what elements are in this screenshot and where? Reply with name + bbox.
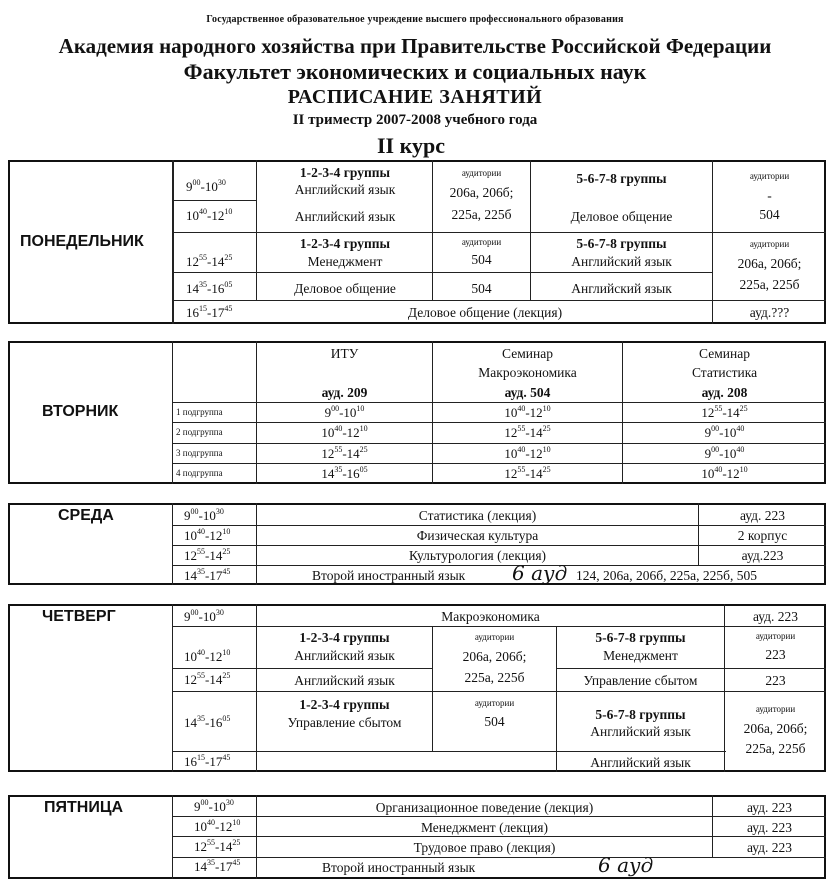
- thu-time-3: $12^{55}-14^{25}$: [184, 671, 231, 687]
- mon-time-4: $14^{35}-16^{05}$: [186, 280, 233, 296]
- tue-r1-c3: $12^{55}-14^{25}$: [701, 404, 748, 420]
- mon-management: Менеджмент: [307, 254, 383, 269]
- fri-subject-1: Организационное поведение (лекция): [375, 800, 594, 815]
- fri-subject-3: Трудовое право (лекция): [413, 840, 556, 855]
- mon-time-3: $12^{55}-14^{25}$: [186, 253, 233, 269]
- mon-aud-label-a: аудитории: [461, 168, 502, 178]
- thu-sales-mgmt-b: Управление сбытом: [287, 715, 402, 730]
- mon-lecture-aud: ауд.???: [749, 305, 790, 320]
- tue-r4-c1: $14^{35}-16^{05}$: [321, 465, 368, 481]
- tue-subgroup-3: 3 подгруппа: [176, 448, 223, 458]
- mon-aud-b: 504: [759, 207, 780, 222]
- thursday-table: [8, 604, 826, 772]
- tue-r2-c2: $12^{55}-14^{25}$: [504, 424, 551, 440]
- tue-subgroup-2: 2 подгруппа: [176, 427, 223, 437]
- mon-time-5: $16^{15}-17^{45}$: [186, 304, 233, 320]
- fri-subject-2: Менеджмент (лекция): [420, 820, 549, 835]
- tue-col3-l1: Семинар: [699, 346, 750, 361]
- thu-aud-r3: 223: [765, 673, 786, 688]
- tue-col2-aud: ауд. 504: [504, 385, 551, 400]
- day-friday: ПЯТНИЦА: [44, 799, 124, 816]
- wed-time-4: $14^{35}-17^{45}$: [184, 567, 231, 583]
- tue-r1-c1: $9^{00}-10^{10}$: [324, 404, 365, 420]
- thu-groups-1234-a: 1-2-3-4 группы: [299, 630, 390, 645]
- thu-time-4: $14^{35}-16^{05}$: [184, 714, 231, 730]
- tue-r3-c3: $9^{00}-10^{40}$: [704, 445, 745, 461]
- thu-management: Менеджмент: [603, 648, 678, 663]
- fri-time-3: $12^{55}-14^{25}$: [194, 838, 241, 854]
- day-monday: ПОНЕДЕЛЬНИК: [20, 233, 144, 250]
- tue-col2-l2: Макроэкономика: [478, 365, 577, 380]
- tue-col1-l1: ИТУ: [330, 346, 359, 361]
- tue-subgroup-1: 1 подгруппа: [176, 407, 223, 417]
- thu-english-d: Английский язык: [590, 755, 691, 770]
- thu-sales-mgmt-a: Управление сбытом: [583, 673, 698, 688]
- mon-aud-d2: 225а, 225б: [739, 277, 800, 292]
- schedule-title: РАСПИСАНИЕ ЗАНЯТИЙ: [287, 86, 543, 108]
- mon-groups-1234-a: 1-2-3-4 группы: [299, 165, 391, 180]
- mon-aud-c: 504: [471, 252, 492, 267]
- thu-macro-aud: ауд. 223: [752, 609, 799, 624]
- thu-english-a: Английский язык: [294, 648, 395, 663]
- thu-english-c: Английский язык: [590, 724, 691, 739]
- mon-aud-label-c: аудитории: [461, 237, 502, 247]
- wed-handwritten-note: 6 ауд: [512, 561, 568, 585]
- tue-r2-c3: $9^{00}-10^{40}$: [704, 424, 745, 440]
- fri-handwritten-note: 6 ауд: [598, 853, 654, 877]
- mon-english-c: Английский язык: [571, 254, 672, 269]
- fri-room-2: ауд. 223: [746, 820, 793, 835]
- thu-macro: Макроэкономика: [441, 609, 540, 624]
- wed-subject-4: Второй иностранный язык: [312, 568, 466, 583]
- mon-english-d: Английский язык: [571, 281, 672, 296]
- mon-time-2: $10^{40}-12^{10}$: [186, 207, 233, 223]
- thu-aud-a1: 206а, 206б;: [462, 649, 527, 664]
- tue-r2-c1: $10^{40}-12^{10}$: [321, 424, 368, 440]
- thu-groups-1234-b: 1-2-3-4 группы: [299, 697, 390, 712]
- thu-english-b: Английский язык: [294, 673, 395, 688]
- wed-time-2: $10^{40}-12^{10}$: [184, 527, 231, 543]
- mon-aud-a2: 225а, 225б: [451, 207, 512, 222]
- mon-business-comm-2: Деловое общение: [294, 281, 396, 296]
- thu-time-2: $10^{40}-12^{10}$: [184, 648, 231, 664]
- fri-time-4: $14^{35}-17^{45}$: [194, 858, 241, 874]
- thu-aud-label-c: аудитории: [474, 698, 515, 708]
- fri-time-2: $10^{40}-12^{10}$: [194, 818, 241, 834]
- thu-groups-5678-a: 5-6-7-8 группы: [595, 630, 686, 645]
- mon-groups-5678-a: 5-6-7-8 группы: [576, 171, 667, 186]
- mon-business-comm: Деловое общение: [570, 209, 673, 224]
- tue-col3-l2: Статистика: [691, 365, 758, 380]
- wed-last-rooms: 124, 206а, 206б, 225а, 225б, 505: [576, 568, 757, 583]
- wed-time-3: $12^{55}-14^{25}$: [184, 547, 231, 563]
- day-tuesday: ВТОРНИК: [42, 403, 119, 420]
- thu-aud-a2: 225а, 225б: [464, 670, 525, 685]
- tue-col3-aud: ауд. 208: [701, 385, 748, 400]
- mon-aud-d1: 206а, 206б;: [737, 256, 802, 271]
- tue-r1-c2: $10^{40}-12^{10}$: [504, 404, 551, 420]
- thu-time-1: $9^{00}-10^{30}$: [184, 608, 224, 624]
- course-line: II курс: [377, 133, 445, 158]
- fri-time-1: $9^{00}-10^{30}$: [194, 798, 234, 814]
- tue-r4-c3: $10^{40}-12^{10}$: [701, 465, 748, 481]
- term-line: II триместр 2007-2008 учебного года: [292, 112, 538, 128]
- fri-room-3: ауд. 223: [746, 840, 793, 855]
- tue-col2-l1: Семинар: [502, 346, 553, 361]
- mon-lecture: Деловое общение (лекция): [407, 305, 563, 320]
- fri-room-1: ауд. 223: [746, 800, 793, 815]
- thu-aud-label-d: аудитории: [755, 704, 796, 714]
- wed-subject-1: Статистика (лекция): [418, 508, 537, 523]
- thu-aud-d1: 206а, 206б;: [743, 721, 808, 736]
- tue-subgroup-4: 4 подгруппа: [176, 468, 223, 478]
- mon-aud-r4: 504: [471, 281, 492, 296]
- day-wednesday: СРЕДА: [58, 507, 114, 524]
- wed-subject-3: Культурология (лекция): [408, 548, 547, 563]
- wed-subject-2: Физическая культура: [416, 528, 539, 543]
- tue-r3-c2: $10^{40}-12^{10}$: [504, 445, 551, 461]
- wed-room-2: 2 корпус: [737, 528, 788, 543]
- mon-english-a: Английский язык: [294, 182, 396, 197]
- thu-aud-b: 223: [765, 647, 786, 662]
- thu-groups-5678-b: 5-6-7-8 группы: [595, 707, 686, 722]
- institution-line: Государственное образовательное учреждение высшего профессионального образования: [206, 14, 624, 25]
- mon-aud-label-b: аудитории: [749, 171, 790, 181]
- tue-r3-c1: $12^{55}-14^{25}$: [321, 445, 368, 461]
- wed-room-1: ауд. 223: [739, 508, 786, 523]
- tue-col1-aud: ауд. 209: [321, 385, 368, 400]
- mon-groups-5678-b: 5-6-7-8 группы: [576, 236, 667, 251]
- mon-groups-1234-b: 1-2-3-4 группы: [299, 236, 391, 251]
- wed-time-1: $9^{00}-10^{30}$: [184, 507, 224, 523]
- thu-aud-d2: 225а, 225б: [745, 741, 806, 756]
- thu-aud-label-b: аудитории: [755, 631, 796, 641]
- mon-time-1: $9^{00}-10^{30}$: [186, 178, 226, 194]
- mon-english-b: Английский язык: [294, 209, 396, 224]
- mon-aud-dash: -: [767, 188, 772, 203]
- fri-subject-4: Второй иностранный язык: [322, 860, 476, 875]
- thu-aud-c: 504: [484, 714, 505, 729]
- mon-aud-a1: 206а, 206б;: [449, 185, 514, 200]
- thu-time-5: $16^{15}-17^{45}$: [184, 753, 231, 769]
- academy-title: Академия народного хозяйства при Правительстве Российской Федерации: [58, 34, 772, 58]
- mon-aud-label-d: аудитории: [749, 239, 790, 249]
- tue-r4-c2: $12^{55}-14^{25}$: [504, 465, 551, 481]
- faculty-title: Факультет экономических и социальных наук: [183, 59, 647, 84]
- thu-aud-label-a: аудитории: [474, 632, 515, 642]
- day-thursday: ЧЕТВЕРГ: [42, 608, 116, 625]
- wed-room-3: ауд.223: [741, 548, 784, 563]
